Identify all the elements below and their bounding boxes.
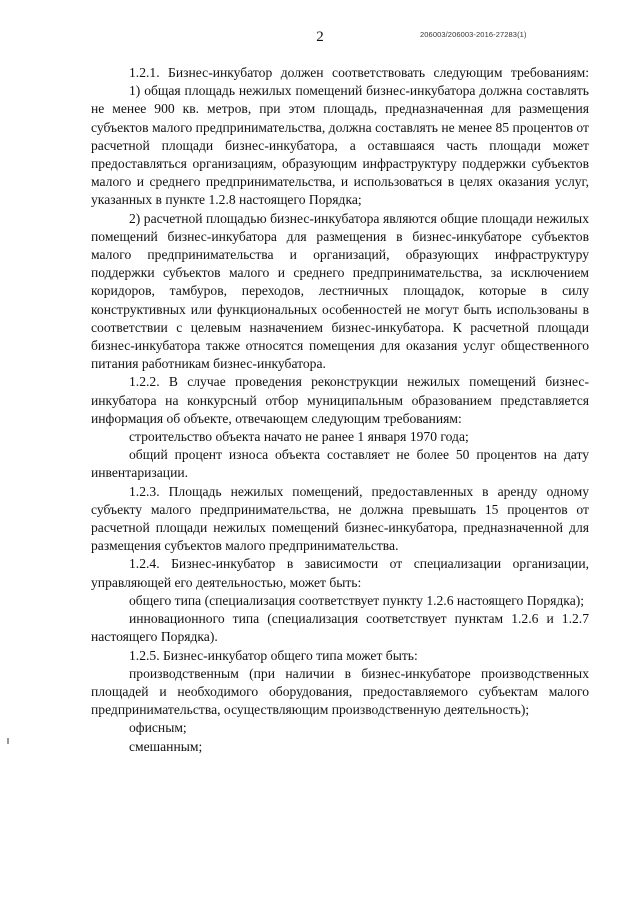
paragraph-general-type: общего типа (специализация соответствует пункту 1.2.6 настоящего Порядка); [129,592,585,608]
paragraph-1-2-3: 1.2.3. Площадь нежилых помещений, предоставленных в аренду одному субъекту малого предпринимательства, не должна превышать 15 процентов от расчетной площади нежилых помещений бизнес-инкубатора, предназначенной для размещения субъектов малого предпринимательства. [91,483,589,554]
document-body [91,64,589,756]
paragraph-1-2-4: 1.2.4. Бизнес-инкубатор в зависимости от специализации организации, управляющей его деятельностью, может быть: [91,556,589,590]
scan-margin-mark [7,738,9,744]
page-number: 2 [316,29,324,45]
paragraph-item-2: 2) расчетной площадью бизнес-инкубатора являются общие площади нежилых помещений бизнес-инкубатора для размещения в бизнес-инкубаторе субъектов малого предпринимательства и организаций, образующих инфраструктуру поддержки субъектов малого и среднего предпринимательства, за исключением коридоров, тамбуров, переходов, лестничных площадок, которые в силу конструктивных или функциональных особенностей не могут быть использованы в соответствии с целевым назначением бизнес-инкубатора. К расчетной площади бизнес-инкубатора также относятся помещения для оказания услуг общественного питания работникам бизнес-инкубатора. [91,210,589,372]
paragraph-office: офисным; [129,720,187,736]
paragraph-1-2-1: 1.2.1. Бизнес-инкубатор должен соответствовать следующим требованиям: [129,65,589,80]
paragraph-construction-date: строительство объекта начато не ранее 1 января 1970 года; [129,429,469,445]
paragraph-production: производственным (при наличии в бизнес-инкубаторе производственных площадей и необходимого оборудования, предоставляемого субъектам малого предпринимательства, осуществляющим производственную деятельность); [91,665,589,718]
paragraph-wear-percent: общий процент износа объекта составляет не более 50 процентов на дату инвентаризации. [91,447,589,481]
paragraph-innovation-type: инновационного типа (специализация соответствует пунктам 1.2.6 и 1.2.7 настоящего Порядка). [91,611,589,645]
paragraph-mixed: смешанным; [129,738,203,754]
paragraph-1-2-2: 1.2.2. В случае проведения реконструкции нежилых помещений бизнес-инкубатора на конкурсный отбор муниципальным образованием представляется информация об объекте, отвечающем следующим требованиям: [91,374,589,426]
paragraph-1-2-5: 1.2.5. Бизнес-инкубатор общего типа может быть: [129,647,418,663]
paragraph-item-1: 1) общая площадь нежилых помещений бизнес-инкубатора должна составлять не менее 900 кв. метров, при этом площадь, предназначенная для размещения субъектов малого предпринимательства, должна составлять не менее 85 процентов от расчетной площади бизнес-инкубатора, а оставшаяся часть площади может предоставляться организациям, образующим инфраструктуру поддержки субъектов малого и среднего предпринимательства, и использоваться в целях оказания услуг, указанных в пункте 1.2.8 настоящего Порядка; [91,83,589,208]
document-code: 206003/206003-2016-27283(1) [420,30,527,39]
